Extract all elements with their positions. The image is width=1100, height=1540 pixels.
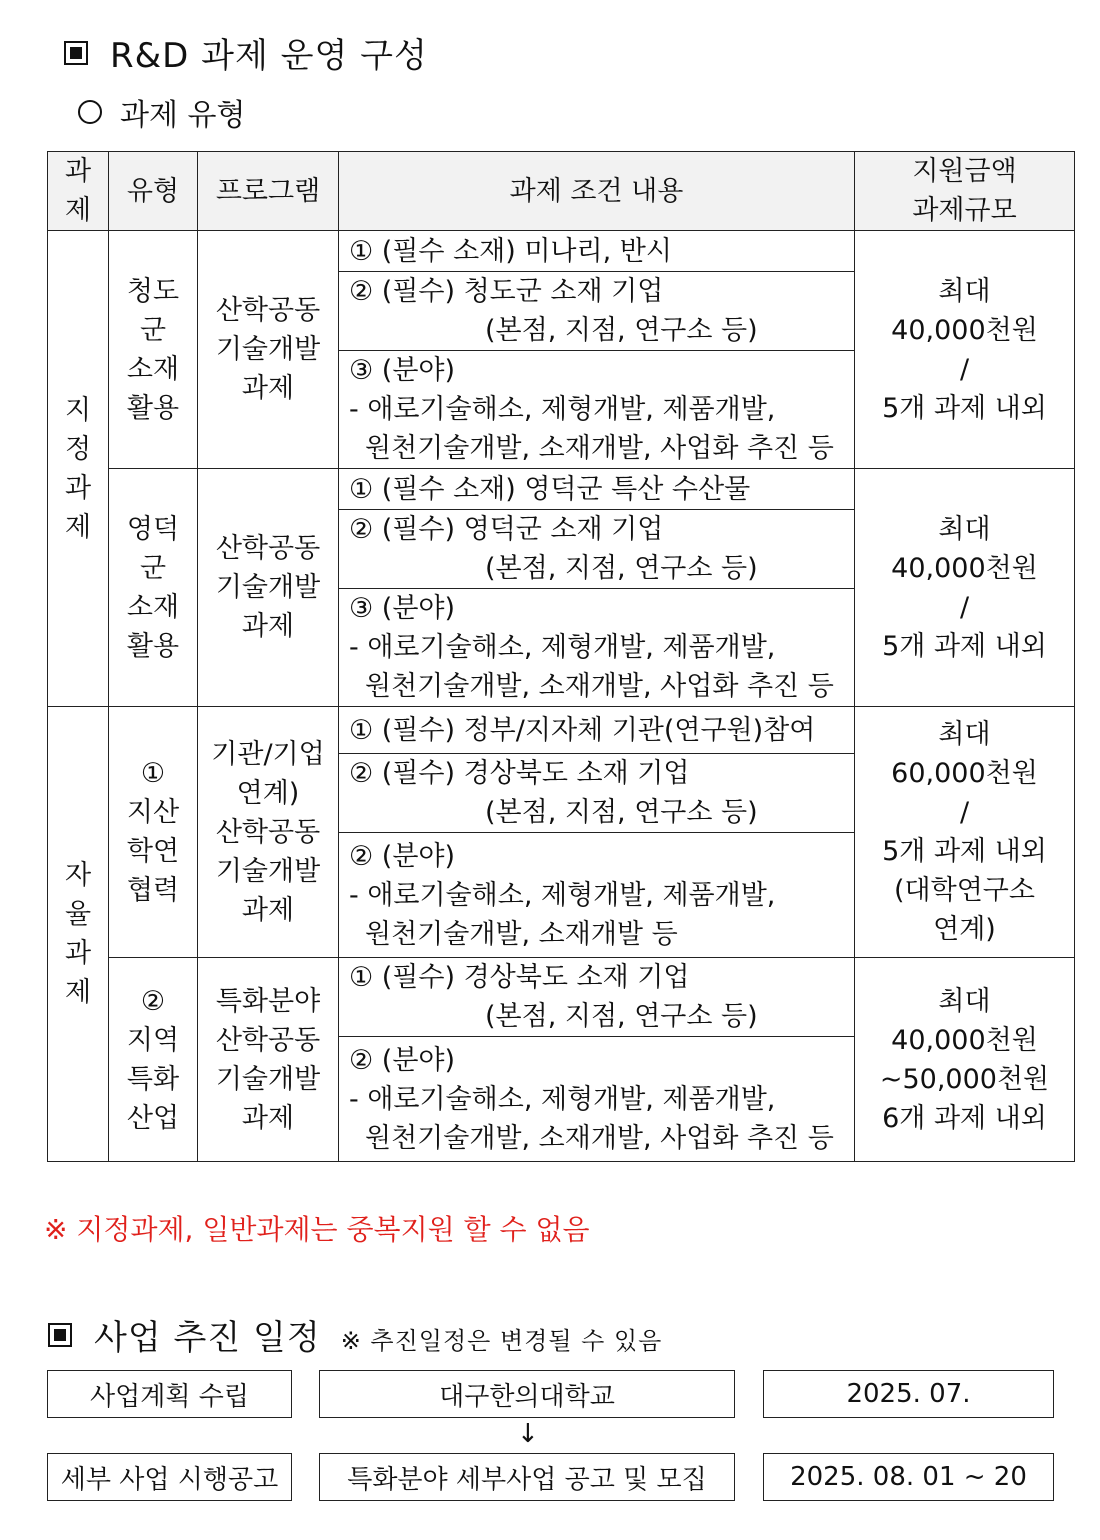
group-label-char: 과	[64, 938, 92, 969]
condition-cell	[339, 510, 855, 589]
condition-line: 원천기술개발, 소재개발, 사업화 추진 등	[365, 433, 834, 464]
condition-cell	[339, 589, 855, 707]
amount-line: 5개 과제 내외	[882, 630, 1047, 662]
header-amount-line: 과제규모	[912, 195, 1017, 226]
program-line: 기술개발	[215, 334, 321, 365]
program-cell	[198, 707, 339, 958]
condition-line: 원천기술개발, 소재개발 등	[365, 918, 678, 950]
condition-line: ② (필수) 청도군 소재 기업	[349, 276, 664, 307]
condition-line: ② (분야)	[349, 1044, 456, 1076]
program-line: 기술개발	[215, 572, 321, 603]
condition-line: - 애로기술해소, 제형개발, 제품개발,	[349, 1083, 776, 1115]
type-line: 활용	[126, 392, 180, 424]
condition-cell	[339, 272, 855, 351]
amount-line: ~50,000천원	[879, 1063, 1050, 1095]
type-line: 군	[139, 552, 167, 584]
condition-line: - 애로기술해소, 제형개발, 제품개발,	[349, 632, 776, 663]
condition-cell	[339, 754, 855, 833]
condition-cell	[339, 707, 855, 754]
header-amount	[855, 152, 1075, 231]
condition-line: ① (필수) 정부/지자체 기관(연구원)참여	[349, 714, 816, 746]
condition-line: - 애로기술해소, 제형개발, 제품개발,	[349, 879, 776, 911]
condition-cell	[339, 1037, 855, 1162]
amount-line: 60,000천원	[891, 758, 1038, 789]
filled-square-icon	[48, 1323, 72, 1347]
section-title-schedule	[48, 1310, 662, 1359]
condition-line: - 애로기술해소, 제형개발, 제품개발,	[349, 394, 776, 425]
program-line: 기관/기업	[211, 738, 325, 770]
condition-line: 원천기술개발, 소재개발, 사업화 추진 등	[365, 671, 834, 702]
schedule-detail: 대구한의대학교	[319, 1370, 735, 1418]
header-category-line: 과	[64, 156, 92, 187]
amount-line: 최대	[938, 513, 991, 545]
header-category	[48, 152, 109, 231]
condition-line: (본점, 지점, 연구소 등)	[485, 315, 758, 346]
schedule-step: 사업계획 수립	[47, 1370, 292, 1418]
program-line: 산학공동	[215, 1024, 321, 1056]
type-line: 지역	[126, 1024, 180, 1056]
amount-line: 40,000천원	[891, 552, 1038, 584]
program-line: 연계)	[236, 777, 300, 809]
program-line: 기술개발	[215, 855, 321, 887]
type-cell	[109, 231, 198, 469]
amount-line: 40,000천원	[891, 1024, 1038, 1056]
group-label-char: 정	[64, 433, 92, 465]
type-line: 학연	[126, 836, 180, 867]
schedule-step: 세부 사업 시행공고	[47, 1453, 292, 1501]
type-line: 협력	[126, 875, 180, 906]
subsection-title	[78, 90, 245, 134]
section-title-text: 사업 추진 일정	[94, 1318, 321, 1358]
group-label-char: 율	[64, 899, 92, 930]
amount-line: 최대	[938, 719, 991, 750]
program-line: 산학공동	[215, 533, 321, 564]
amount-cell	[855, 231, 1075, 469]
type-line: ②	[140, 985, 166, 1017]
amount-line: 최대	[938, 275, 991, 307]
amount-line: 5개 과제 내외	[882, 392, 1047, 424]
amount-cell	[855, 469, 1075, 707]
schedule-detail: 특화분야 세부사업 공고 및 모집	[319, 1453, 735, 1501]
type-line: 산업	[126, 1102, 180, 1134]
condition-line: ③ (분야)	[349, 593, 456, 624]
condition-cell	[339, 469, 855, 510]
condition-line: ① (필수 소재) 영덕군 특산 수산물	[349, 473, 751, 505]
program-cell	[198, 469, 339, 707]
amount-line: /	[959, 797, 970, 828]
header-conditions: 과제 조건 내용	[339, 152, 855, 231]
section-title-rd	[64, 28, 428, 77]
condition-cell	[339, 833, 855, 958]
condition-line: ① (필수) 경상북도 소재 기업	[349, 962, 690, 993]
type-line: 소재	[126, 353, 180, 385]
program-line: 기술개발	[215, 1063, 321, 1095]
condition-cell	[339, 958, 855, 1037]
condition-line: (본점, 지점, 연구소 등)	[485, 1001, 758, 1032]
section-title-text: R&D 과제 운영 구성	[110, 36, 428, 76]
down-arrow-icon: ↓	[517, 1419, 539, 1449]
group-label-char: 자	[64, 860, 92, 891]
header-amount-line: 지원금액	[912, 156, 1017, 187]
group-label-designated	[48, 231, 109, 707]
group-label-char: 제	[64, 977, 92, 1008]
condition-line: ② (필수) 영덕군 소재 기업	[349, 514, 664, 545]
type-line: 특화	[126, 1063, 180, 1095]
condition-line: 원천기술개발, 소재개발, 사업화 추진 등	[365, 1122, 834, 1154]
amount-cell	[855, 958, 1075, 1162]
program-line: 산학공동	[215, 816, 321, 848]
type-cell	[109, 469, 198, 707]
circle-icon	[78, 100, 102, 124]
duplicate-support-note: ※ 지정과제, 일반과제는 중복지원 할 수 없음	[44, 1213, 590, 1246]
project-type-table	[47, 151, 1075, 1162]
condition-cell	[339, 351, 855, 469]
program-line: 과제	[241, 1102, 295, 1134]
type-cell	[109, 958, 198, 1162]
header-program: 프로그램	[198, 152, 339, 231]
program-line: 과제	[241, 894, 295, 926]
type-line: 영덕	[126, 513, 180, 545]
type-line: 소재	[126, 591, 180, 623]
subsection-title-text: 과제 유형	[120, 98, 246, 133]
type-line: 청도	[126, 275, 180, 307]
condition-line: ① (필수 소재) 미나리, 반시	[349, 235, 672, 267]
schedule-date: 2025. 08. 01 ~ 20	[763, 1453, 1054, 1501]
type-line: 군	[139, 314, 167, 346]
schedule-date: 2025. 07.	[763, 1370, 1054, 1418]
amount-line: (대학연구소	[894, 875, 1035, 906]
amount-line: 최대	[938, 985, 991, 1017]
condition-line: ② (필수) 경상북도 소재 기업	[349, 758, 690, 789]
type-line: 활용	[126, 630, 180, 662]
program-line: 특화분야	[215, 985, 321, 1017]
group-label-autonomous	[48, 707, 109, 1162]
filled-square-icon	[64, 41, 88, 65]
group-label-char: 제	[64, 511, 92, 543]
header-type: 유형	[109, 152, 198, 231]
type-line: 지산	[126, 797, 180, 828]
program-line: 산학공동	[215, 295, 321, 326]
program-line: 과제	[241, 611, 295, 642]
condition-cell	[339, 231, 855, 272]
amount-line: /	[959, 353, 970, 385]
condition-line: (본점, 지점, 연구소 등)	[485, 553, 758, 584]
group-label-char: 지	[64, 394, 92, 426]
group-label-char: 과	[64, 472, 92, 504]
condition-line: ② (분야)	[349, 840, 456, 872]
amount-line: 연계)	[933, 914, 996, 945]
amount-line: 40,000천원	[891, 314, 1038, 346]
condition-line: (본점, 지점, 연구소 등)	[485, 797, 758, 828]
schedule-change-note: ※ 추진일정은 변경될 수 있음	[340, 1327, 663, 1355]
amount-cell	[855, 707, 1075, 958]
condition-line: ③ (분야)	[349, 355, 456, 386]
type-line: ①	[140, 758, 166, 789]
amount-line: 5개 과제 내외	[882, 836, 1047, 867]
type-cell	[109, 707, 198, 958]
amount-line: /	[959, 591, 970, 623]
program-cell	[198, 231, 339, 469]
program-cell	[198, 958, 339, 1162]
amount-line: 6개 과제 내외	[882, 1102, 1047, 1134]
header-category-line: 제	[64, 195, 92, 226]
program-line: 과제	[241, 373, 295, 404]
